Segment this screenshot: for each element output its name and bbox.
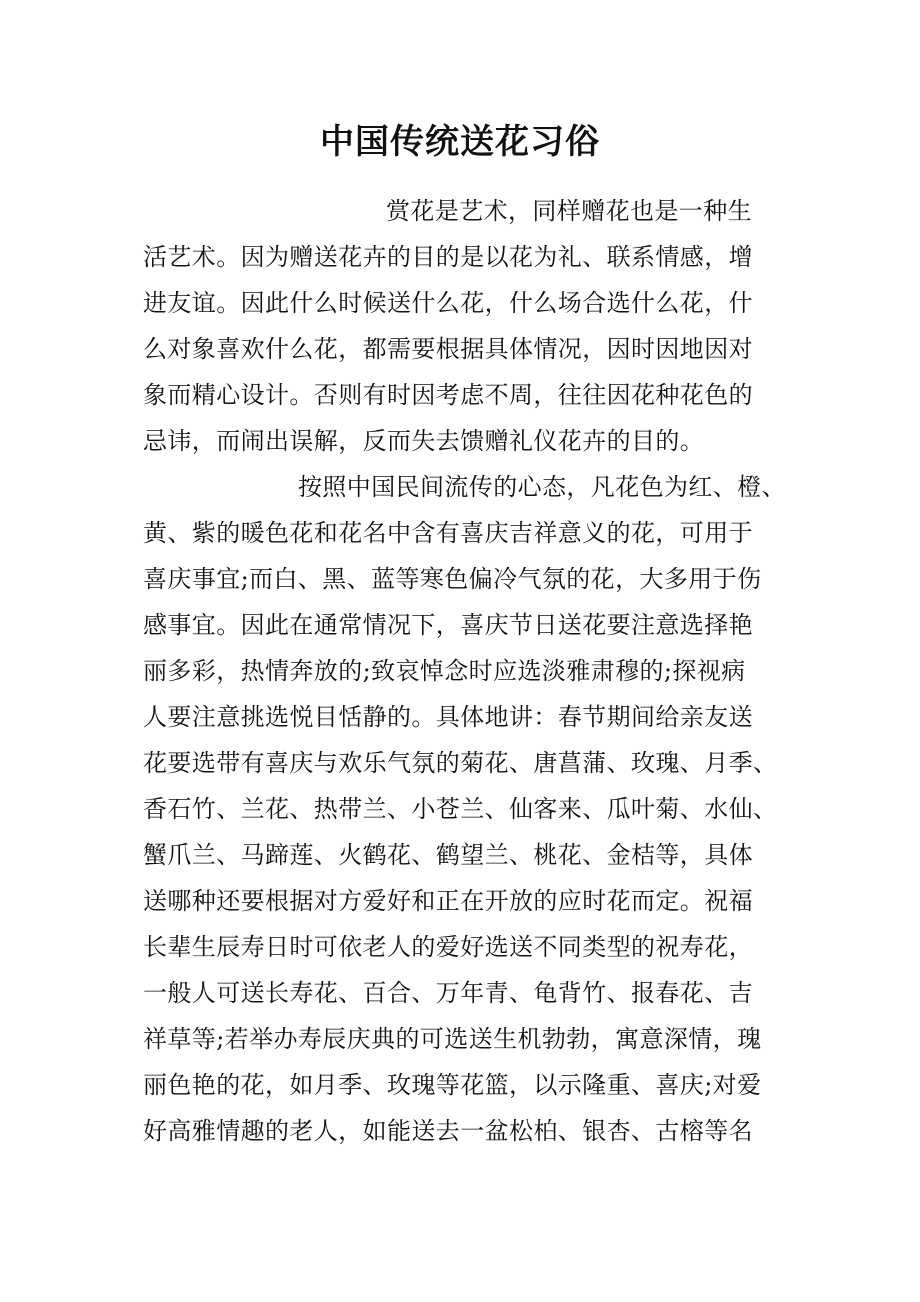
paragraph-2-line-9: 蟹爪兰、马蹄莲、火鹤花、鹤望兰、桃花、金桔等，具体 xyxy=(143,841,753,869)
document-body xyxy=(143,188,793,1154)
paragraph-2-line-2: 黄、紫的暖色花和花名中含有喜庆吉祥意义的花，可用于 xyxy=(143,519,753,547)
paragraph-2-line-12: 一般人可送长寿花、百合、万年青、龟背竹、报春花、吉 xyxy=(143,979,753,1007)
document-title: 中国传统送花习俗 xyxy=(320,122,600,162)
paragraph-1-line-6: 忌讳，而闹出误解，反而失去馈赠礼仪花卉的目的。 xyxy=(143,427,705,455)
paragraph-1-line-1: 赏花是艺术，同样赠花也是一种生 xyxy=(386,197,752,225)
paragraph-2-line-3: 喜庆事宜;而白、黑、蓝等寒色偏冷气氛的花，大多用于伤 xyxy=(143,565,762,593)
paragraph-2-line-8: 香石竹、兰花、热带兰、小苍兰、仙客来、瓜叶菊、水仙、 xyxy=(143,795,778,823)
paragraph-1-line-2: 活艺术。因为赠送花卉的目的是以花为礼、联系情感，增 xyxy=(143,243,753,271)
paragraph-2-line-10: 送哪种还要根据对方爱好和正在开放的应时花而定。祝福 xyxy=(143,887,753,915)
paragraph-2-line-13: 祥草等;若举办寿辰庆典的可选送生机勃勃，寓意深情，瑰 xyxy=(143,1025,762,1053)
paragraph-2-line-5: 丽多彩，热情奔放的;致哀悼念时应选淡雅肃穆的;探视病 xyxy=(143,657,746,685)
paragraph-1-line-3: 进友谊。因此什么时候送什么花，什么场合选什么花，什 xyxy=(143,289,753,317)
paragraph-2-line-15: 好高雅情趣的老人，如能送去一盆松柏、银杏、古榕等名 xyxy=(143,1117,753,1145)
paragraph-2-line-6: 人要注意挑选悦目恬静的。具体地讲：春节期间给亲友送 xyxy=(143,703,753,731)
paragraph-2-line-11: 长辈生辰寿日时可依老人的爱好选送不同类型的祝寿花， xyxy=(143,933,753,961)
paragraph-2-line-14: 丽色艳的花，如月季、玫瑰等花篮，以示隆重、喜庆;对爱 xyxy=(143,1071,762,1099)
paragraph-1-line-4: 么对象喜欢什么花，都需要根据具体情况，因时因地因对 xyxy=(143,335,753,363)
paragraph-2-line-1: 按照中国民间流传的心态，凡花色为红、橙、 xyxy=(298,473,786,501)
paragraph-2-line-4: 感事宜。因此在通常情况下，喜庆节日送花要注意选择艳 xyxy=(143,611,753,639)
paragraph-2-line-7: 花要选带有喜庆与欢乐气氛的菊花、唐菖蒲、玫瑰、月季、 xyxy=(143,749,778,777)
paragraph-1-line-5: 象而精心设计。否则有时因考虑不周，往往因花种花色的 xyxy=(143,381,753,409)
